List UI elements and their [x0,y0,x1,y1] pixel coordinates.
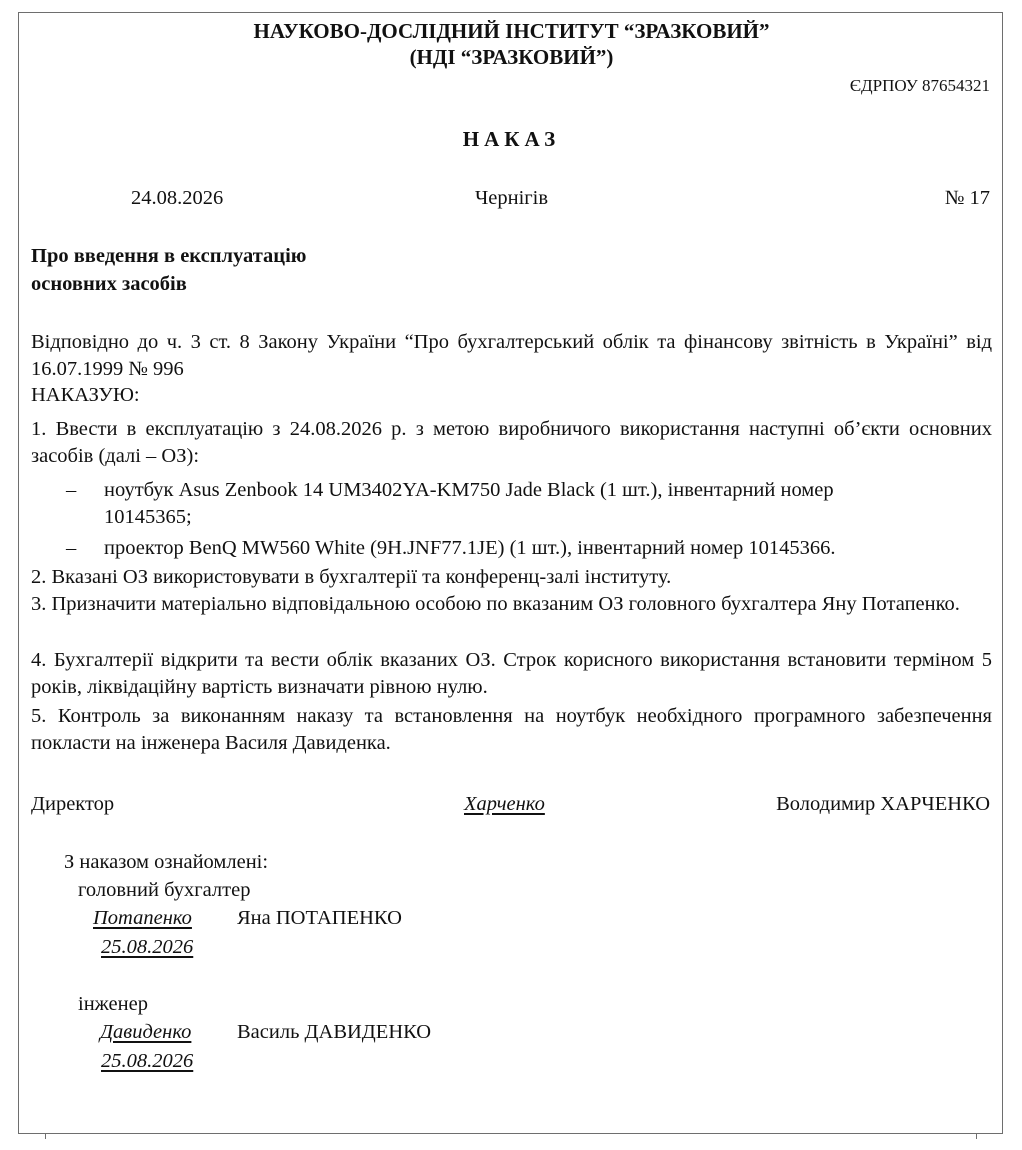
bullet-1-line-1: ноутбук Asus Zenbook 14 UM3402YA-KM750 Jade Black (1 шт.), інвентарний номер [104,479,834,501]
subject-line-2: основних засобів [31,273,187,295]
bullet-2: проектор BenQ MW560 White (9H.JNF77.1JE) (1 шт.), інвентарний номер 10145366. [104,537,836,559]
organization-name: НАУКОВО-ДОСЛІДНИЙ ІНСТИТУТ “ЗРАЗКОВИЙ” [253,19,770,43]
order-item-2: 2. Вказані ОЗ використовувати в бухгалтерії та конференц-залі інституту. [31,566,672,588]
order-item-4: 4. Бухгалтерії відкрити та вести облік вказаних ОЗ. Строк корисного використання встановити терміном 5 років, ліквідаційну вартість визначати рівною нулю. [31,649,992,698]
director-signature: Харченко [464,793,545,815]
ack-name: Яна ПОТАПЕНКО [237,907,402,929]
order-date: 24.08.2026 [131,187,224,209]
signatory-name: Володимир ХАРЧЕНКО [776,793,990,815]
order-item-5: 5. Контроль за виконанням наказу та встановлення на ноутбук необхідного програмного забезпечення покласти на інженера Василя Давиденка. [31,705,992,754]
bullet-marker: – [66,479,77,501]
ack-signature: Давиденко [100,1021,192,1043]
edrpou-code: ЄДРПОУ 87654321 [849,76,990,95]
order-item-3: 3. Призначити матеріально відповідальною особою по вказаним ОЗ головного бухгалтера Яну Потапенко. [31,593,960,615]
subject-line-1: Про введення в експлуатацію [31,245,307,267]
page-edge-tick [45,1134,46,1139]
preamble: Відповідно до ч. 3 ст. 8 Закону України “Про бухгалтерський облік та фінансову звітність в Україні” від 16.07.1999 № 996 [31,331,992,380]
ack-position: інженер [78,993,148,1015]
bullet-1-line-2: 10145365; [104,506,192,528]
bullet-marker: – [66,537,77,559]
organization-short-name: (НДІ “ЗРАЗКОВИЙ”) [409,45,614,69]
ack-date: 25.08.2026 [101,1050,194,1072]
ack-name: Василь ДАВИДЕНКО [237,1021,432,1043]
order-city: Чернігів [474,187,549,209]
order-item-1: 1. Ввести в експлуатацію з 24.08.2026 р. з метою виробничого використання наступні об’єкти основних засобів (далі – ОЗ): [31,418,992,467]
order-number: № 17 [944,187,990,209]
document-page [18,12,1003,1134]
ack-date: 25.08.2026 [101,936,194,958]
signatory-position: Директор [31,793,115,815]
ack-position: головний бухгалтер [78,879,251,901]
acknowledgment-heading: З наказом ознайомлені: [64,851,269,873]
page-edge-tick [976,1134,977,1139]
order-word: НАКАЗУЮ: [31,384,140,406]
document-title: НАКАЗ [462,127,561,151]
ack-signature: Потапенко [93,907,192,929]
